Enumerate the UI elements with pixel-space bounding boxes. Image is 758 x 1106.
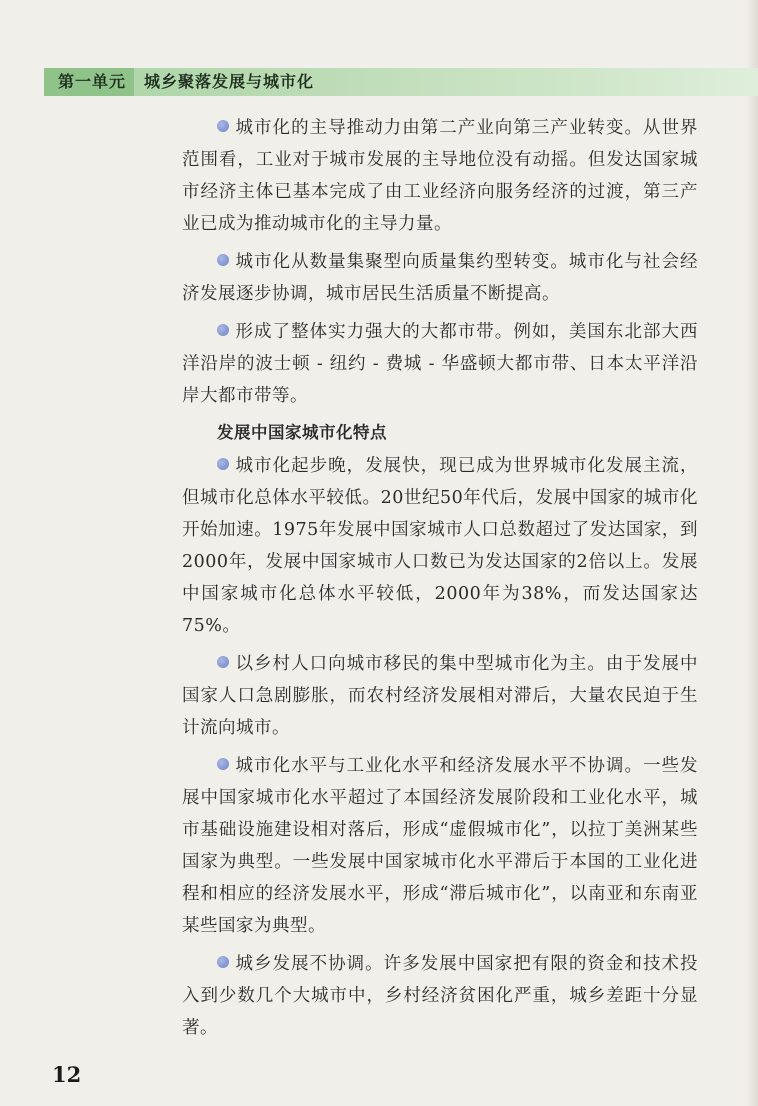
paragraph-text: 以乡村人口向城市移民的集中型城市化为主。由于发展中国家人口急剧膨胀，而农村经济发展相对滞后，大量农民迫于生计流向城市。 bbox=[182, 654, 698, 738]
page-edge-shadow bbox=[746, 0, 758, 1106]
paragraph bbox=[182, 648, 698, 744]
chapter-title: 城乡聚落发展与城市化 bbox=[144, 72, 315, 91]
bullet-icon bbox=[217, 758, 229, 770]
paragraph-text: 城市化从数量集聚型向质量集约型转变。城市化与社会经济发展逐步协调，城市居民生活质量不断提高。 bbox=[182, 252, 698, 304]
paragraph-text: 城市化起步晚，发展快，现已成为世界城市化发展主流，但城市化总体水平较低。20世纪50年代后，发展中国家的城市化开始加速。1975年发展中国家城市人口总数超过了发达国家，到2000年，发展中国家城市人口数已为发达国家的2倍以上。发展中国家城市化总体水平较低，2000年为38%，而发达国家达75%。 bbox=[182, 456, 698, 636]
bullet-icon bbox=[217, 120, 229, 132]
paragraph bbox=[182, 450, 698, 642]
paragraph bbox=[182, 948, 698, 1044]
paragraph bbox=[182, 246, 698, 310]
paragraph bbox=[182, 316, 698, 412]
page-number: 12 bbox=[52, 1062, 82, 1087]
chapter-header-bar bbox=[44, 68, 758, 96]
paragraph-text: 城市化水平与工业化水平和经济发展水平不协调。一些发展中国家城市化水平超过了本国经济发展阶段和工业化水平，城市基础设施建设相对落后，形成“虚假城市化”，以拉丁美洲某些国家为典型。一些发展中国家城市化水平滞后于本国的工业化进程和相应的经济发展水平，形成“滞后城市化”，以南亚和东南亚某些国家为典型。 bbox=[182, 756, 698, 936]
bullet-icon bbox=[217, 956, 229, 968]
paragraph-text: 形成了整体实力强大的大都市带。例如，美国东北部大西洋沿岸的波士顿 - 纽约 - 费城 - 华盛顿大都市带、日本太平洋沿岸大都市带等。 bbox=[182, 322, 698, 406]
paragraph bbox=[182, 750, 698, 942]
main-content bbox=[182, 112, 698, 1050]
section-subheading: 发展中国家城市化特点 bbox=[217, 423, 387, 442]
paragraph-text: 城市化的主导推动力由第二产业向第三产业转变。从世界范围看，工业对于城市发展的主导地位没有动摇。但发达国家城市经济主体已基本完成了由工业经济向服务经济的过渡，第三产业已成为推动城市化的主导力量。 bbox=[182, 118, 698, 234]
bullet-icon bbox=[217, 656, 229, 668]
bullet-icon bbox=[217, 254, 229, 266]
paragraph-text: 城乡发展不协调。许多发展中国家把有限的资金和技术投入到少数几个大城市中，乡村经济贫困化严重，城乡差距十分显著。 bbox=[182, 954, 698, 1038]
paragraph bbox=[182, 112, 698, 240]
unit-label: 第一单元 bbox=[44, 68, 134, 96]
bullet-icon bbox=[217, 324, 229, 336]
bullet-icon bbox=[217, 458, 229, 470]
